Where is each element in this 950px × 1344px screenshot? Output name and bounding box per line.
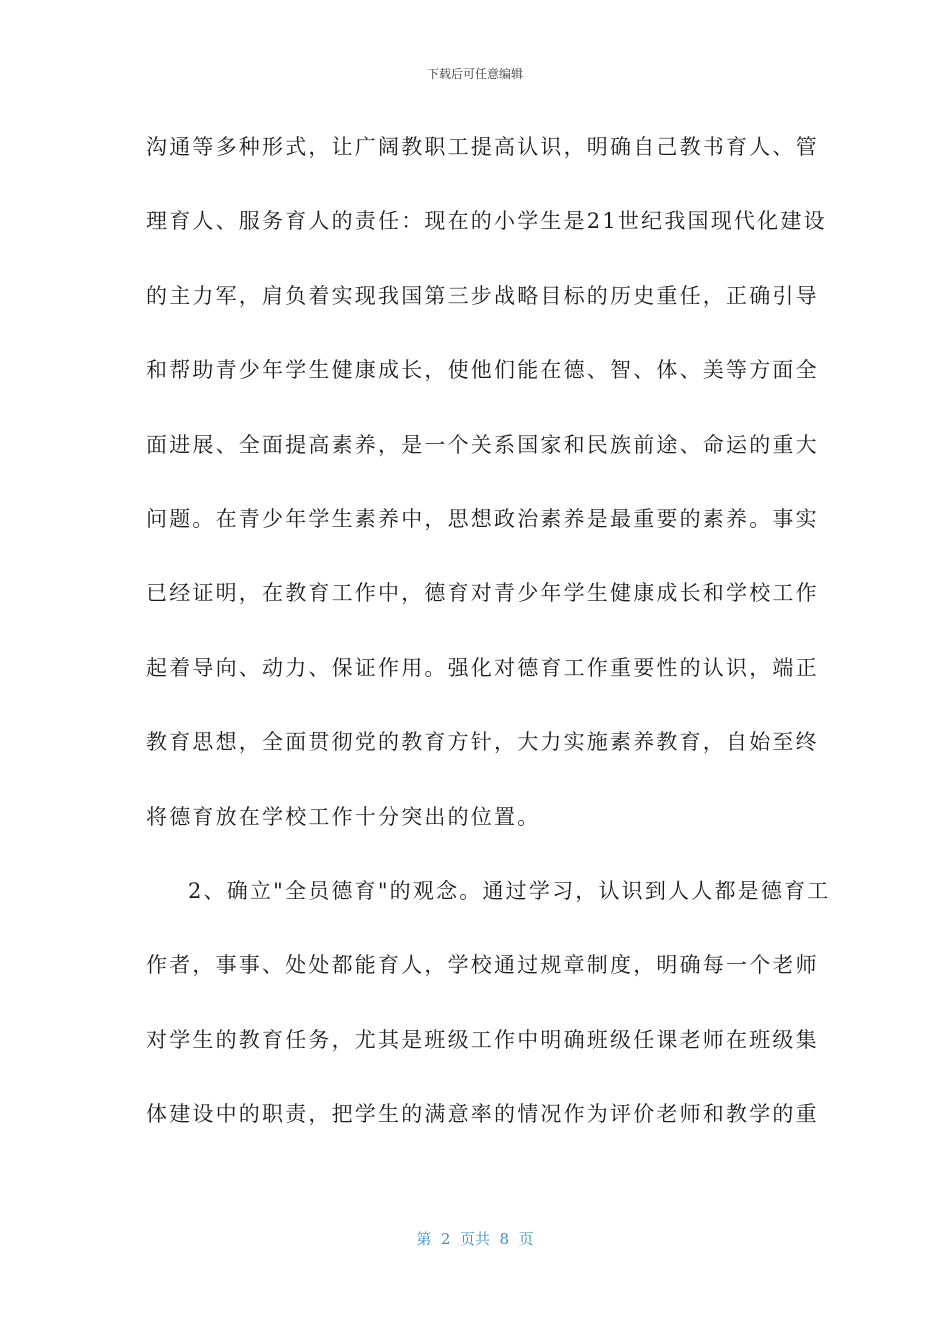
text-line: 已经证明，在教育工作中，德育对青少年学生健康成长和学校工作 <box>146 581 819 606</box>
paragraph-start-line: 2、确立"全员德育"的观念。通过学习，认识到人人都是德育工 <box>188 878 831 903</box>
header-note: 下载后可任意编辑 <box>426 67 523 81</box>
document-body <box>146 126 831 1167</box>
text-line: 体建设中的职责，把学生的满意率的情况作为评价老师和教学的重 <box>146 1102 819 1127</box>
text-line: 问题。在青少年学生素养中，思想政治素养是最重要的素养。事实 <box>146 506 819 531</box>
page-number-footer: 第 2 页共 8 页 <box>416 1230 534 1248</box>
text-line: 沟通等多种形式，让广阔教职工提高认识，明确自己教书育人、管 <box>146 135 819 159</box>
text-line: 面进展、全面提高素养，是一个关系国家和民族前途、命运的重大 <box>146 432 819 457</box>
text-line: 的主力军，肩负着实现我国第三步战略目标的历史重任，正确引导 <box>146 283 819 308</box>
text-line: 起着导向、动力、保证作用。强化对德育工作重要性的认识，端正 <box>146 655 819 680</box>
text-line: 作者，事事、处处都能育人，学校通过规章制度，明确每一个老师 <box>146 953 819 978</box>
text-line: 理育人、服务育人的责任：现在的小学生是21世纪我国现代化建设 <box>146 209 827 234</box>
text-line: 将德育放在学校工作十分突出的位置。 <box>146 804 541 829</box>
text-line: 教育思想，全面贯彻党的教育方针，大力实施素养教育，自始至终 <box>146 730 819 755</box>
text-line: 对学生的教育任务，尤其是班级工作中明确班级任课老师在班级集 <box>146 1027 819 1052</box>
text-line: 和帮助青少年学生健康成长，使他们能在德、智、体、美等方面全 <box>146 358 819 383</box>
